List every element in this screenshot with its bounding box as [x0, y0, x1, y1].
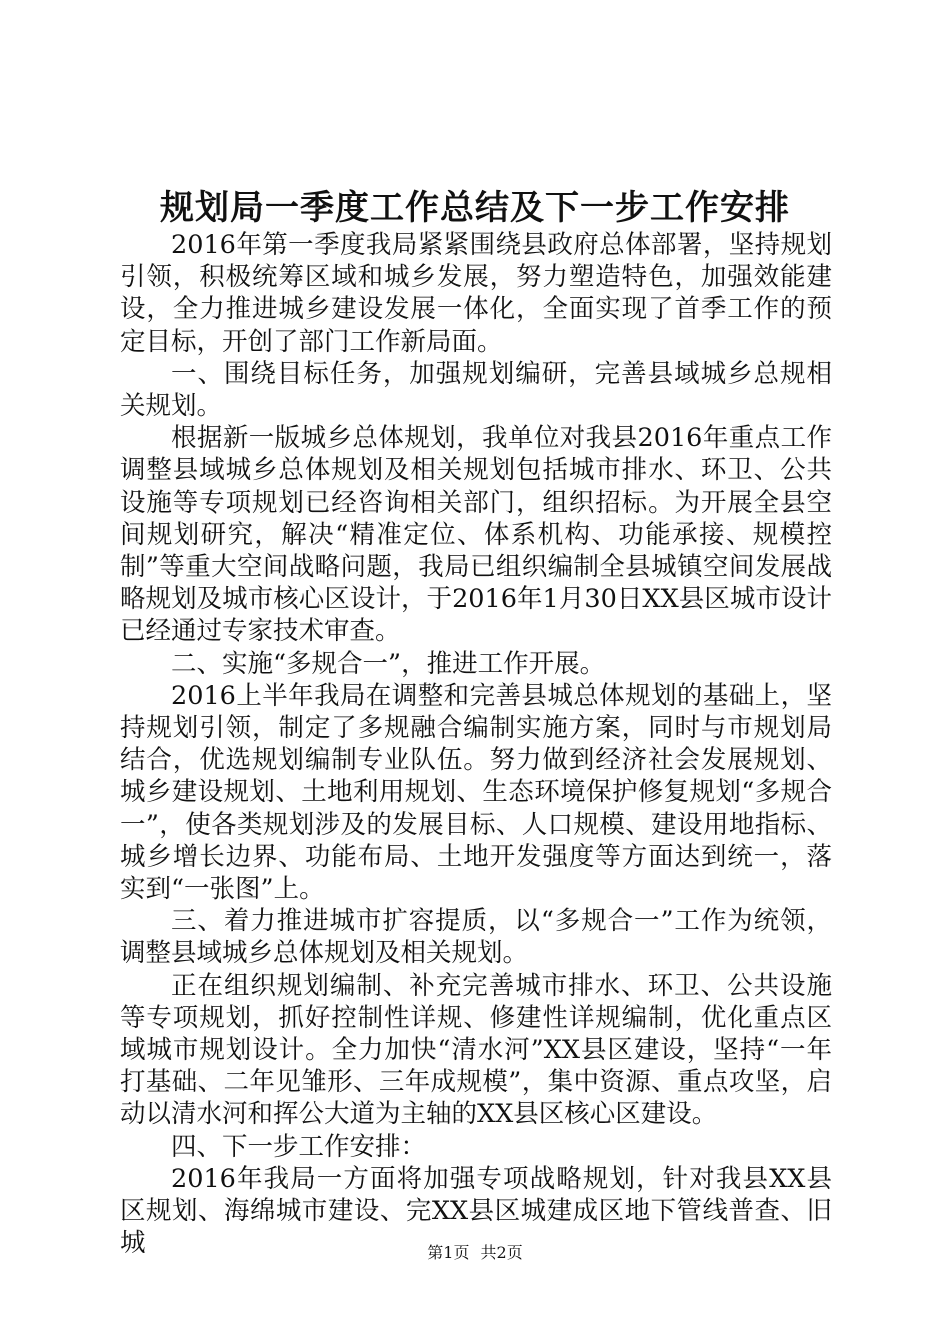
page-number: 第1页	[427, 1243, 470, 1262]
page-footer	[0, 1241, 950, 1265]
heading-section-2: 二、实施“多规合一”，推进工作开展。	[171, 648, 606, 679]
document-body	[120, 229, 832, 1260]
page-total: 共2页	[480, 1243, 523, 1262]
heading-section-1: 一、围绕目标任务，加强规划编研，完善县域城乡总规相关规划。	[120, 358, 832, 422]
heading-section-4: 四、下一步工作安排：	[171, 1131, 427, 1162]
paragraph-section-2: 2016上半年我局在调整和完善县城总体规划的基础上，坚持规划引领，制定了多规融合编制实施方案，同时与市规划局结合，优选规划编制专业队伍。努力做到经济社会发展规划、城乡建设规划、土地利用规划、生态环境保护修复规划“多规合一”，使各类规划涉及的发展目标、人口规模、建设用地指标、城乡增长边界、功能布局、土地开发强度等方面达到统一，落实到“一张图”上。	[120, 680, 832, 905]
paragraph-section-3: 正在组织规划编制、补充完善城市排水、环卫、公共设施等专项规划，抓好控制性详规、修建性详规编制，优化重点区域城市规划设计。全力加快“清水河”XX县区建设，坚持“一年打基础、二年见雏形、三年成规模”，集中资源、重点攻坚，启动以清水河和挥公大道为主轴的XX县区核心区建设。	[120, 970, 832, 1130]
paragraph-section-4: 2016年我局一方面将加强专项战略规划，针对我县XX县区规划、海绵城市建设、完XX县区城建成区地下管线普查、旧城	[120, 1163, 832, 1259]
paragraph-section-1: 根据新一版城乡总体规划，我单位对我县2016年重点工作调整县域城乡总体规划及相关规划包括城市排水、环卫、公共设施等专项规划已经咨询相关部门，组织招标。为开展全县空间规划研究，解决“精准定位、体系机构、功能承接、规模控制”等重大空间战略问题，我局已组织编制全县城镇空间发展战略规划及城市核心区设计，于2016年1月30日XX县区城市设计已经通过专家技术审查。	[120, 423, 832, 647]
heading-section-3: 三、着力推进城市扩容提质，以“多规合一”工作为统领，调整县域城乡总体规划及相关规划。	[120, 906, 832, 969]
document-title: 规划局一季度工作总结及下一步工作安排	[160, 188, 790, 228]
paragraph-intro: 2016年第一季度我局紧紧围绕县政府总体部署，坚持规划引领，积极统筹区域和城乡发展，努力塑造特色，加强效能建设，全力推进城乡建设发展一体化，全面实现了首季工作的预定目标，开创了部门工作新局面。	[120, 230, 832, 357]
